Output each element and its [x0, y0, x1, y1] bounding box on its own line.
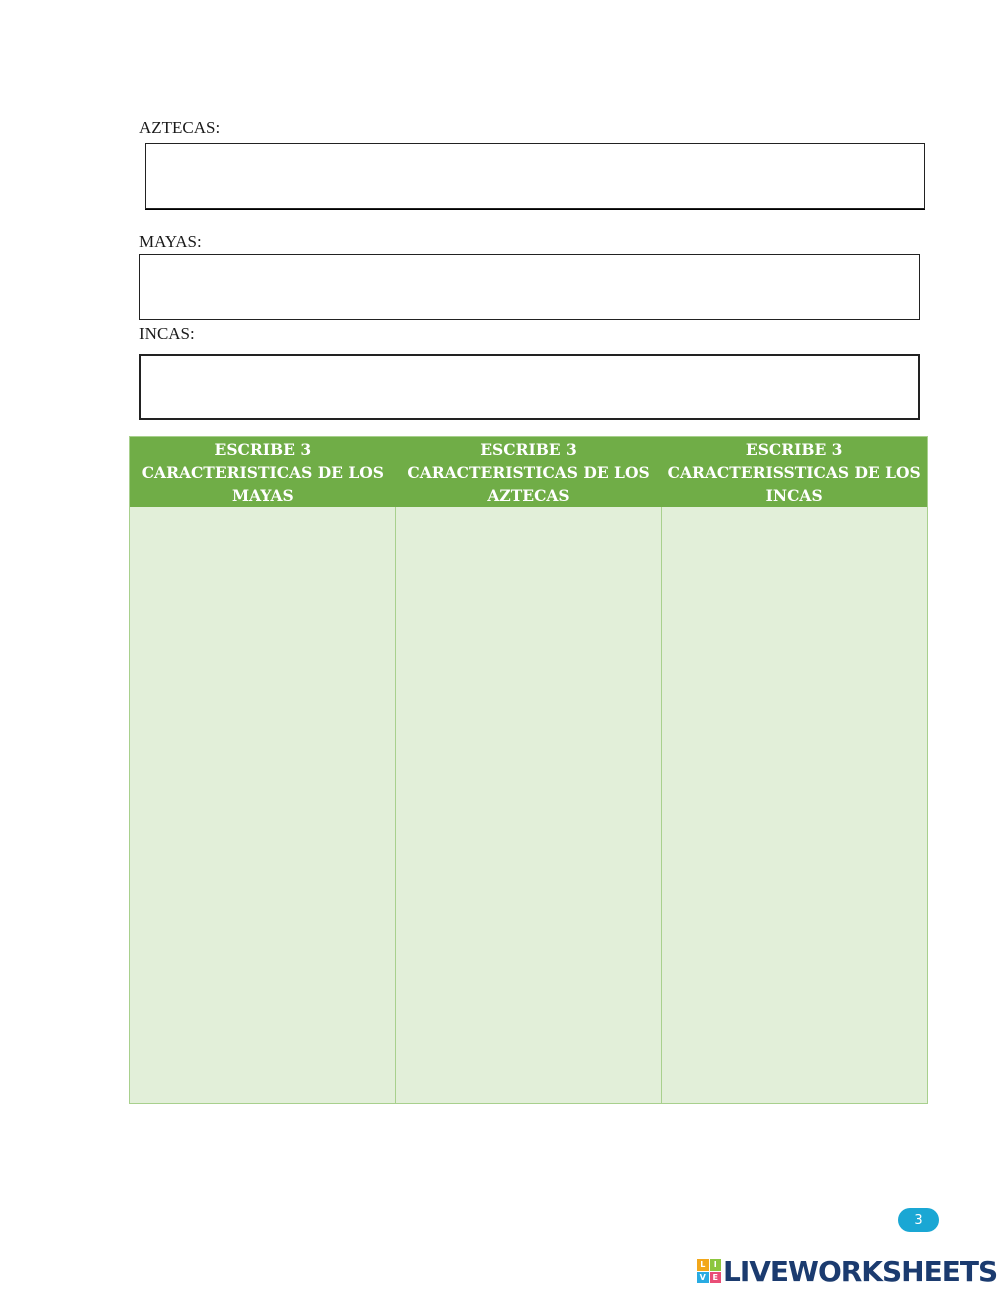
brand-name: LIVEWORKSHEETS: [723, 1254, 998, 1288]
header-incas-text: ESCRIBE 3 CARACTERISSTICAS DE LOS INCAS: [667, 439, 921, 505]
table-body-row: [130, 507, 927, 1103]
header-incas: [661, 437, 927, 507]
mayas-characteristics-input[interactable]: [130, 507, 395, 1103]
incas-answer-box[interactable]: [139, 354, 920, 420]
incas-characteristics-input[interactable]: [662, 507, 927, 1103]
aztecas-answer-box[interactable]: [145, 143, 925, 209]
incas-label: INCAS:: [139, 324, 195, 343]
aztecas-answer-cell[interactable]: [396, 507, 662, 1103]
logo-letter: L: [697, 1259, 709, 1271]
header-mayas: [130, 437, 396, 507]
header-aztecas-text: ESCRIBE 3 CARACTERISTICAS DE LOS AZTECAS: [407, 439, 650, 505]
page-number-badge: 3: [898, 1208, 939, 1232]
header-aztecas: [396, 437, 662, 507]
incas-answer-cell[interactable]: [662, 507, 927, 1103]
mayas-label: MAYAS:: [139, 232, 202, 251]
liveworksheets-brand: [697, 1256, 997, 1286]
logo-letter: V: [697, 1272, 709, 1284]
liveworksheets-logo-icon: [697, 1259, 721, 1283]
mayas-answer-cell[interactable]: [130, 507, 396, 1103]
logo-letter: I: [710, 1259, 722, 1271]
table-header-row: [130, 437, 927, 507]
characteristics-table: [129, 436, 928, 1104]
logo-letter: E: [710, 1272, 722, 1284]
header-mayas-text: ESCRIBE 3 CARACTERISTICAS DE LOS MAYAS: [141, 439, 384, 505]
aztecas-label: AZTECAS:: [139, 118, 221, 137]
aztecas-characteristics-input[interactable]: [396, 507, 661, 1103]
mayas-answer-box[interactable]: [139, 254, 920, 320]
